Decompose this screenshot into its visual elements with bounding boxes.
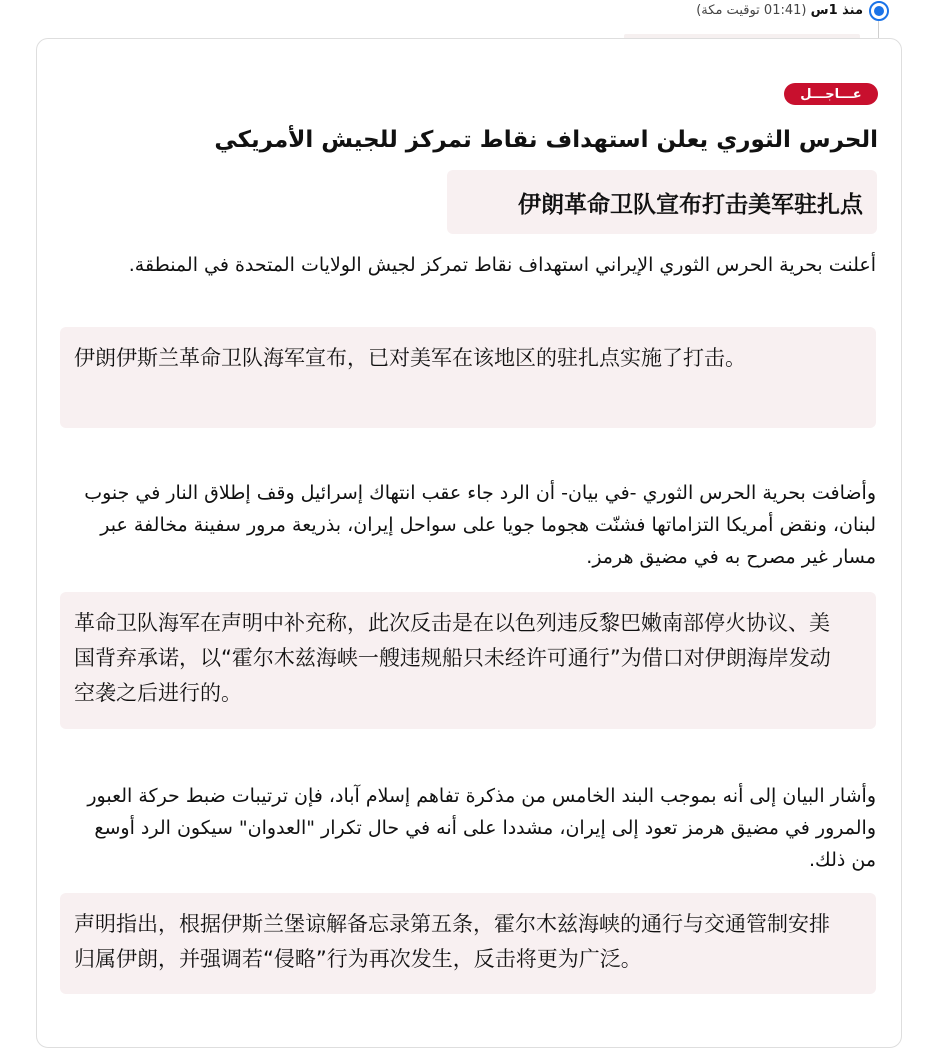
paragraph-3-arabic: وأشار البيان إلى أنه بموجب البند الخامس من مذكرة تفاهم إسلام آباد، فإن ترتيبات ضبط حركة العبور والمرور في مضيق هرمز تعود إلى إيران، مشددا على أنه في حال تكرار "العدوان" سيكون الرد أوسع من ذلك. [87,785,876,871]
headline[interactable]: الحرس الثوري يعلن استهداف نقاط تمركز للجيش الأمريكي [214,127,878,153]
live-indicator-icon [869,1,889,21]
paragraph-1-translation: 伊朗伊斯兰革命卫队海军宣布，已对美军在该地区的驻扎点实施了打击。 [60,327,876,428]
timestamp [696,3,863,18]
paragraph-2-translation: 革命卫队海军在声明中补充称，此次反击是在以色列违反黎巴嫩南部停火协议、美国背弃承诺，以“霍尔木兹海峡一艘违规船只未经许可通行”为借口对伊朗海岸发动空袭之后进行的。 [60,592,876,729]
paragraph-3-translation: 声明指出，根据伊斯兰堡谅解备忘录第五条，霍尔木兹海峡的通行与交通管制安排归属伊朗，并强调若“侵略”行为再次发生，反击将更为广泛。 [60,893,876,994]
paragraph-1-arabic: أعلنت بحرية الحرس الثوري الإيراني استهداف نقاط تمركز لجيش الولايات المتحدة في المنطقة. [128,254,876,276]
timestamp-relative: منذ 1س [810,3,863,18]
timestamp-absolute: (01:41 توقيت مكة) [696,3,807,18]
headline-translation: 伊朗革命卫队宣布打击美军驻扎点 [447,170,877,234]
breaking-badge: عـــاجـــل [784,83,878,105]
paragraph-2-arabic: وأضافت بحرية الحرس الثوري -في بيان- أن الرد جاء عقب انتهاك إسرائيل وقف إطلاق النار في جنوب لبنان، ونقض أمريكا التزاماتها فشنّت هجوما جويا على سواحل إيران، بذريعة مرور سفينة مخالفة عبر مسار غير مصرح به في مضيق هرمز. [84,482,876,568]
